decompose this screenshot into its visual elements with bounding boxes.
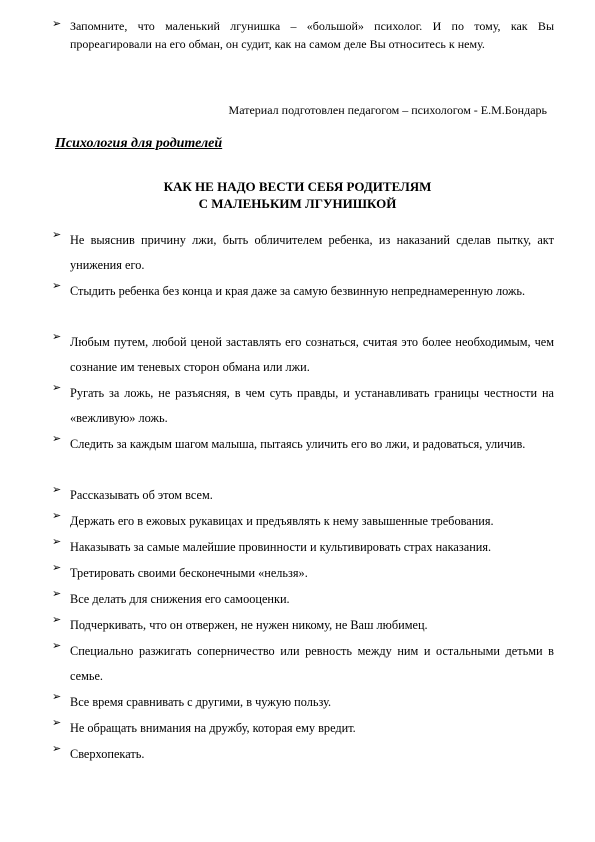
heading-line-1: КАК НЕ НАДО ВЕСТИ СЕБЯ РОДИТЕЛЯМ bbox=[163, 179, 432, 194]
list-item-text: Наказывать за самые малейшие провинности и культивировать страх наказания. bbox=[70, 540, 492, 554]
list-item bbox=[52, 716, 554, 741]
author-credit: Материал подготовлен педагогом – психологом - Е.М.Бондарь bbox=[228, 103, 547, 117]
arrowhead-bullet-icon: ➢ bbox=[52, 510, 62, 522]
arrowhead-bullet-icon: ➢ bbox=[52, 743, 62, 755]
list-item bbox=[52, 587, 554, 612]
list-item bbox=[52, 690, 554, 715]
arrowhead-bullet-icon: ➢ bbox=[52, 229, 62, 241]
list-item-text: Ругать за ложь, не разъясняя, в чем суть правды, и устанавливать границы честности на «вежливую» ложь. bbox=[70, 386, 554, 425]
list-item-text: Следить за каждым шагом малыша, пытаясь уличить его во лжи, и радоваться, уличив. bbox=[70, 437, 526, 451]
list-item-text: Не выяснив причину лжи, быть обличителем ребенка, из наказаний сделав пытку, акт унижения его. bbox=[70, 233, 554, 272]
list-item-text: Сверхопекать. bbox=[70, 747, 145, 761]
list-item-text: Все время сравнивать с другими, в чужую пользу. bbox=[70, 695, 332, 709]
list-item bbox=[52, 483, 554, 508]
list-item bbox=[52, 535, 554, 560]
list-item bbox=[52, 228, 554, 278]
list-item-text: Не обращать внимания на дружбу, которая ему вредит. bbox=[70, 721, 356, 735]
arrowhead-bullet-icon: ➢ bbox=[52, 331, 62, 343]
list-item bbox=[52, 509, 554, 534]
list-item-text: Держать его в ежовых рукавицах и предъявлять к нему завышенные требования. bbox=[70, 514, 494, 528]
arrowhead-bullet-icon: ➢ bbox=[52, 18, 62, 30]
intro-list-item bbox=[52, 17, 554, 53]
list-item bbox=[52, 279, 554, 304]
list-item-text: Рассказывать об этом всем. bbox=[70, 488, 213, 502]
heading-line-2: С МАЛЕНЬКИМ ЛГУНИШКОЙ bbox=[198, 196, 397, 211]
intro-text: Запомните, что маленький лгунишка – «большой» психолог. И по тому, как Вы прореагировали на его обман, он судит, как на самом деле Вы относитесь к нему. bbox=[70, 19, 554, 51]
arrowhead-bullet-icon: ➢ bbox=[52, 536, 62, 548]
arrowhead-bullet-icon: ➢ bbox=[52, 717, 62, 729]
arrowhead-bullet-icon: ➢ bbox=[52, 280, 62, 292]
list-item-text: Любым путем, любой ценой заставлять его сознаться, считая это более необходимым, чем сознание им теневых сторон обмана или лжи. bbox=[70, 335, 554, 374]
arrowhead-bullet-icon: ➢ bbox=[52, 484, 62, 496]
list-item bbox=[52, 639, 554, 689]
arrowhead-bullet-icon: ➢ bbox=[52, 562, 62, 574]
arrowhead-bullet-icon: ➢ bbox=[52, 640, 62, 652]
arrowhead-bullet-icon: ➢ bbox=[52, 382, 62, 394]
list-item-text: Подчеркивать, что он отвержен, не нужен никому, не Ваш любимец. bbox=[70, 618, 428, 632]
list-item-text: Стыдить ребенка без конца и края даже за самую безвинную непреднамеренную ложь. bbox=[70, 284, 526, 298]
list-item bbox=[52, 613, 554, 638]
list-item bbox=[52, 742, 554, 767]
arrowhead-bullet-icon: ➢ bbox=[52, 588, 62, 600]
list-item-text: Третировать своими бесконечными «нельзя». bbox=[70, 566, 308, 580]
section-title: Психология для родителей bbox=[55, 136, 223, 151]
list-item bbox=[52, 381, 554, 431]
arrowhead-bullet-icon: ➢ bbox=[52, 614, 62, 626]
list-item bbox=[52, 432, 554, 457]
arrowhead-bullet-icon: ➢ bbox=[52, 433, 62, 445]
list-item bbox=[52, 330, 554, 380]
list-item-text: Специально разжигать соперничество или ревность между ним и остальными детьми в семье. bbox=[70, 644, 554, 683]
arrowhead-bullet-icon: ➢ bbox=[52, 691, 62, 703]
list-item-text: Все делать для снижения его самооценки. bbox=[70, 592, 290, 606]
list-item bbox=[52, 561, 554, 586]
